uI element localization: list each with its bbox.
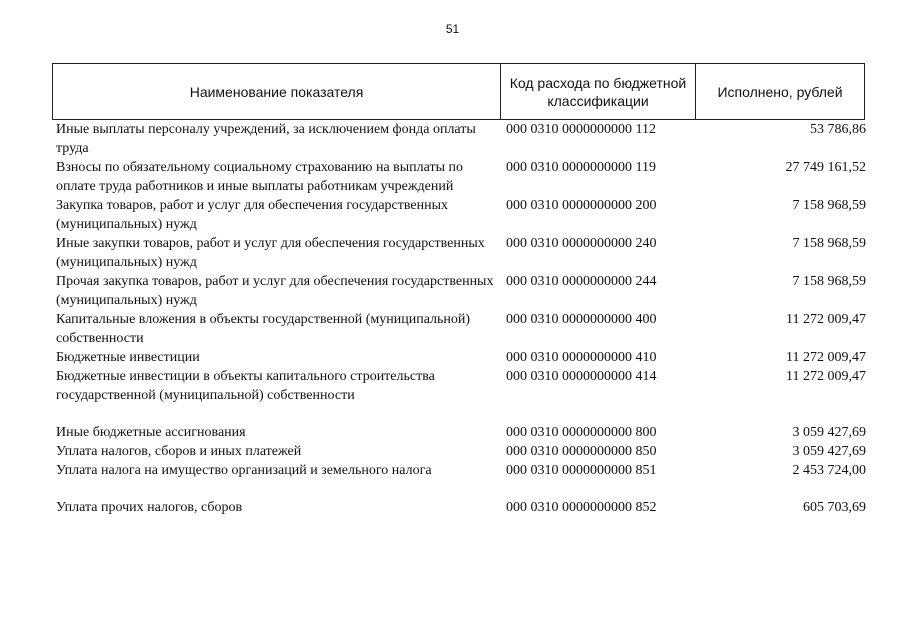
row-name: Бюджетные инвестиции в объекты капитального строительства государственной (муниципальной) собственности	[56, 369, 435, 403]
row-name: Закупка товаров, работ и услуг для обеспечения государственных (муниципальных) нужд	[56, 198, 449, 232]
row-code: 000 0310 0000000000 850	[506, 444, 657, 459]
table-row	[56, 310, 866, 348]
row-name: Уплата налога на имущество организаций и земельного налога	[56, 463, 432, 478]
row-name: Бюджетные инвестиции	[56, 350, 200, 365]
row-value: 27 749 161,52	[785, 160, 866, 175]
table-row	[56, 461, 866, 480]
table-row	[56, 158, 866, 196]
row-code: 000 0310 0000000000 851	[506, 463, 657, 478]
table-row	[56, 498, 866, 517]
table-row	[56, 272, 866, 310]
row-code: 000 0310 0000000000 240	[506, 236, 657, 251]
table-row	[56, 120, 866, 158]
row-name: Прочая закупка товаров, работ и услуг для обеспечения государственных (муниципальных) нужд	[56, 274, 494, 308]
table-row	[56, 423, 866, 442]
row-value: 3 059 427,69	[792, 425, 866, 440]
row-value: 605 703,69	[803, 500, 866, 515]
row-name: Иные закупки товаров, работ и услуг для обеспечения государственных (муниципальных) нужд	[56, 236, 485, 270]
row-value: 7 158 968,59	[792, 198, 866, 213]
page-number: 51	[445, 22, 460, 36]
row-name: Капитальные вложения в объекты государственной (муниципальной) собственности	[56, 312, 471, 346]
row-value: 11 272 009,47	[786, 350, 866, 365]
row-value: 7 158 968,59	[792, 236, 866, 251]
row-code: 000 0310 0000000000 410	[506, 350, 657, 365]
row-spacer	[56, 405, 866, 423]
row-value: 11 272 009,47	[786, 312, 866, 327]
table-header	[52, 63, 865, 120]
row-code: 000 0310 0000000000 244	[506, 274, 657, 289]
row-code: 000 0310 0000000000 852	[506, 500, 657, 515]
table-row	[56, 234, 866, 272]
row-code: 000 0310 0000000000 119	[506, 160, 656, 175]
row-code: 000 0310 0000000000 414	[506, 369, 657, 384]
row-name: Взносы по обязательному социальному страхованию на выплаты по оплате труда работников и иные выплаты работникам учреждений	[56, 160, 464, 194]
row-value: 3 059 427,69	[792, 444, 866, 459]
row-code: 000 0310 0000000000 400	[506, 312, 657, 327]
row-name: Уплата налогов, сборов и иных платежей	[56, 444, 302, 459]
row-value: 2 453 724,00	[792, 463, 866, 478]
row-name: Уплата прочих налогов, сборов	[56, 500, 243, 515]
row-code: 000 0310 0000000000 200	[506, 198, 657, 213]
table-row	[56, 196, 866, 234]
row-value: 11 272 009,47	[786, 369, 866, 384]
table-row	[56, 367, 866, 405]
header-code: Код расхода по бюджетной классификации	[501, 64, 696, 119]
row-name: Иные выплаты персоналу учреждений, за исключением фонда оплаты труда	[56, 122, 476, 156]
table-row	[56, 442, 866, 461]
table-row	[56, 348, 866, 367]
table-body	[56, 120, 866, 517]
row-code: 000 0310 0000000000 800	[506, 425, 657, 440]
row-spacer	[56, 480, 866, 498]
row-value: 7 158 968,59	[792, 274, 866, 289]
row-name: Иные бюджетные ассигнования	[56, 425, 246, 440]
row-value: 53 786,86	[810, 122, 866, 137]
row-code: 000 0310 0000000000 112	[506, 122, 656, 137]
header-executed: Исполнено, рублей	[717, 83, 843, 100]
header-name: Наименование показателя	[53, 64, 501, 119]
